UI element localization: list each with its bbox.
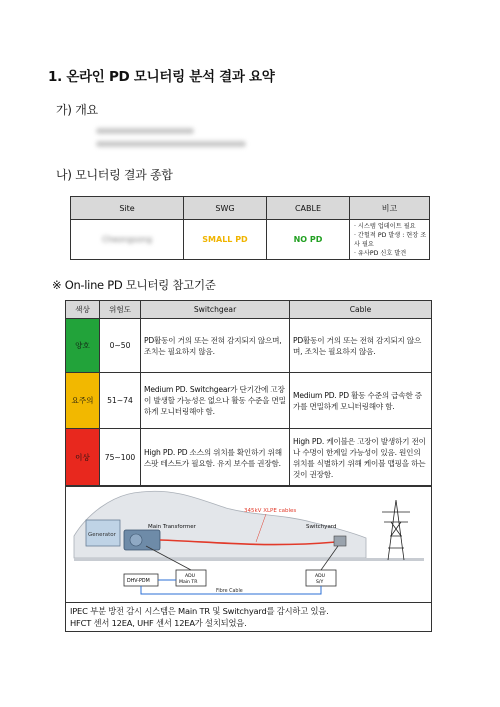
range-cell: 51~74 [100, 373, 141, 429]
adu-main-tr-label: ADU [185, 574, 196, 579]
monitoring-system-diagram [65, 485, 432, 603]
col-header-cable: CABLE [267, 197, 350, 220]
switchgear-desc: High PD. PD 소스의 위치를 확인하기 위해 스팟 테스트가 필요함. 유지 보수를 권장함. [141, 429, 290, 487]
fibre-cable-label: Fibre Cable [216, 589, 243, 594]
section-results-title: 나) 모니터링 결과 종합 [56, 168, 173, 182]
note-cell [350, 220, 430, 260]
transmission-tower-icon [382, 500, 410, 560]
col-header-color: 색상 [66, 301, 100, 319]
blurred-line [96, 141, 246, 147]
col-header-note: 비고 [350, 197, 430, 220]
range-cell: 0~50 [100, 319, 141, 373]
level-good: 양호 [66, 319, 100, 373]
table-row [66, 319, 432, 373]
cable-status: NO PD [267, 220, 350, 260]
site-name: Cheongsong [102, 235, 152, 244]
range-cell: 75~100 [100, 429, 141, 487]
criteria-title: ※ On-line PD 모니터링 참고기준 [52, 278, 216, 292]
caption-line-1: IPEC 부분 방전 감시 시스템은 Main TR 및 Switchyard를 감시하고 있음. [70, 606, 329, 616]
level-caution: 요주의 [66, 373, 100, 429]
cable-desc: PD활동이 거의 또는 전혀 감지되지 않으며, 조치는 필요하지 않음. [290, 319, 432, 373]
note-line: · 시스템 업데이트 필요 [354, 222, 416, 230]
switchgear-desc: PD활동이 거의 또는 전혀 감지되지 않으며, 조치는 필요하지 않음. [141, 319, 290, 373]
page-title: 1. 온라인 PD 모니터링 분석 결과 요약 [48, 69, 275, 85]
ground-line [74, 558, 424, 561]
switchyard-icon [334, 536, 346, 546]
switchgear-desc: Medium PD. Switchgear가 단기간에 고장이 발생할 가능성은 없으나 활동 수준을 면밀하게 모니터링해야 함. [141, 373, 290, 429]
col-header-site: Site [71, 197, 184, 220]
section-overview-title: 가) 개요 [56, 103, 98, 117]
result-summary-table [70, 196, 430, 260]
diagram-caption [65, 602, 432, 632]
col-header-cable: Cable [290, 301, 432, 319]
criteria-table [65, 300, 432, 487]
level-abnormal: 이상 [66, 429, 100, 487]
switchyard-label: Switchyard [306, 524, 337, 530]
col-header-risk: 위험도 [100, 301, 141, 319]
adu-sy-sub: S/Y [316, 580, 324, 585]
adu-main-tr-sub: Main TR [179, 580, 198, 585]
main-transformer-label: Main Transformer [148, 524, 196, 530]
adu-sy-label: ADU [315, 574, 326, 579]
generator-label: Generator [88, 532, 116, 538]
caption-line-2: HFCT 센서 12EA, UHF 센서 12EA가 설치되었음. [70, 618, 247, 628]
blurred-line [96, 128, 194, 134]
cable-desc: Medium PD. PD 활동 수준의 급속한 증가를 면밀하게 모니터링해야 함. [290, 373, 432, 429]
diagram-canvas [66, 486, 431, 602]
site-cell [71, 220, 184, 260]
table-row [66, 429, 432, 487]
swg-status: SMALL PD [184, 220, 267, 260]
table-row [71, 220, 430, 260]
xlpe-cable-label: 345kV XLPE cables [244, 508, 297, 514]
col-header-swg: SWG [184, 197, 267, 220]
table-row [66, 373, 432, 429]
note-line: · 간헐적 PD 발생 : 현장 조사 필요 [354, 231, 427, 248]
col-header-switchgear: Switchgear [141, 301, 290, 319]
note-line: · 유사PD 신호 발견 [354, 249, 407, 257]
dhv-pdm-label: DHV-PDM [127, 579, 150, 584]
cable-desc: High PD. 케이블은 고장이 발생하기 전이나 수명이 한계일 가능성이 있음. 원인의 위치를 식별하기 위해 케이블 맵핑을 하는 것이 권장함. [290, 429, 432, 487]
